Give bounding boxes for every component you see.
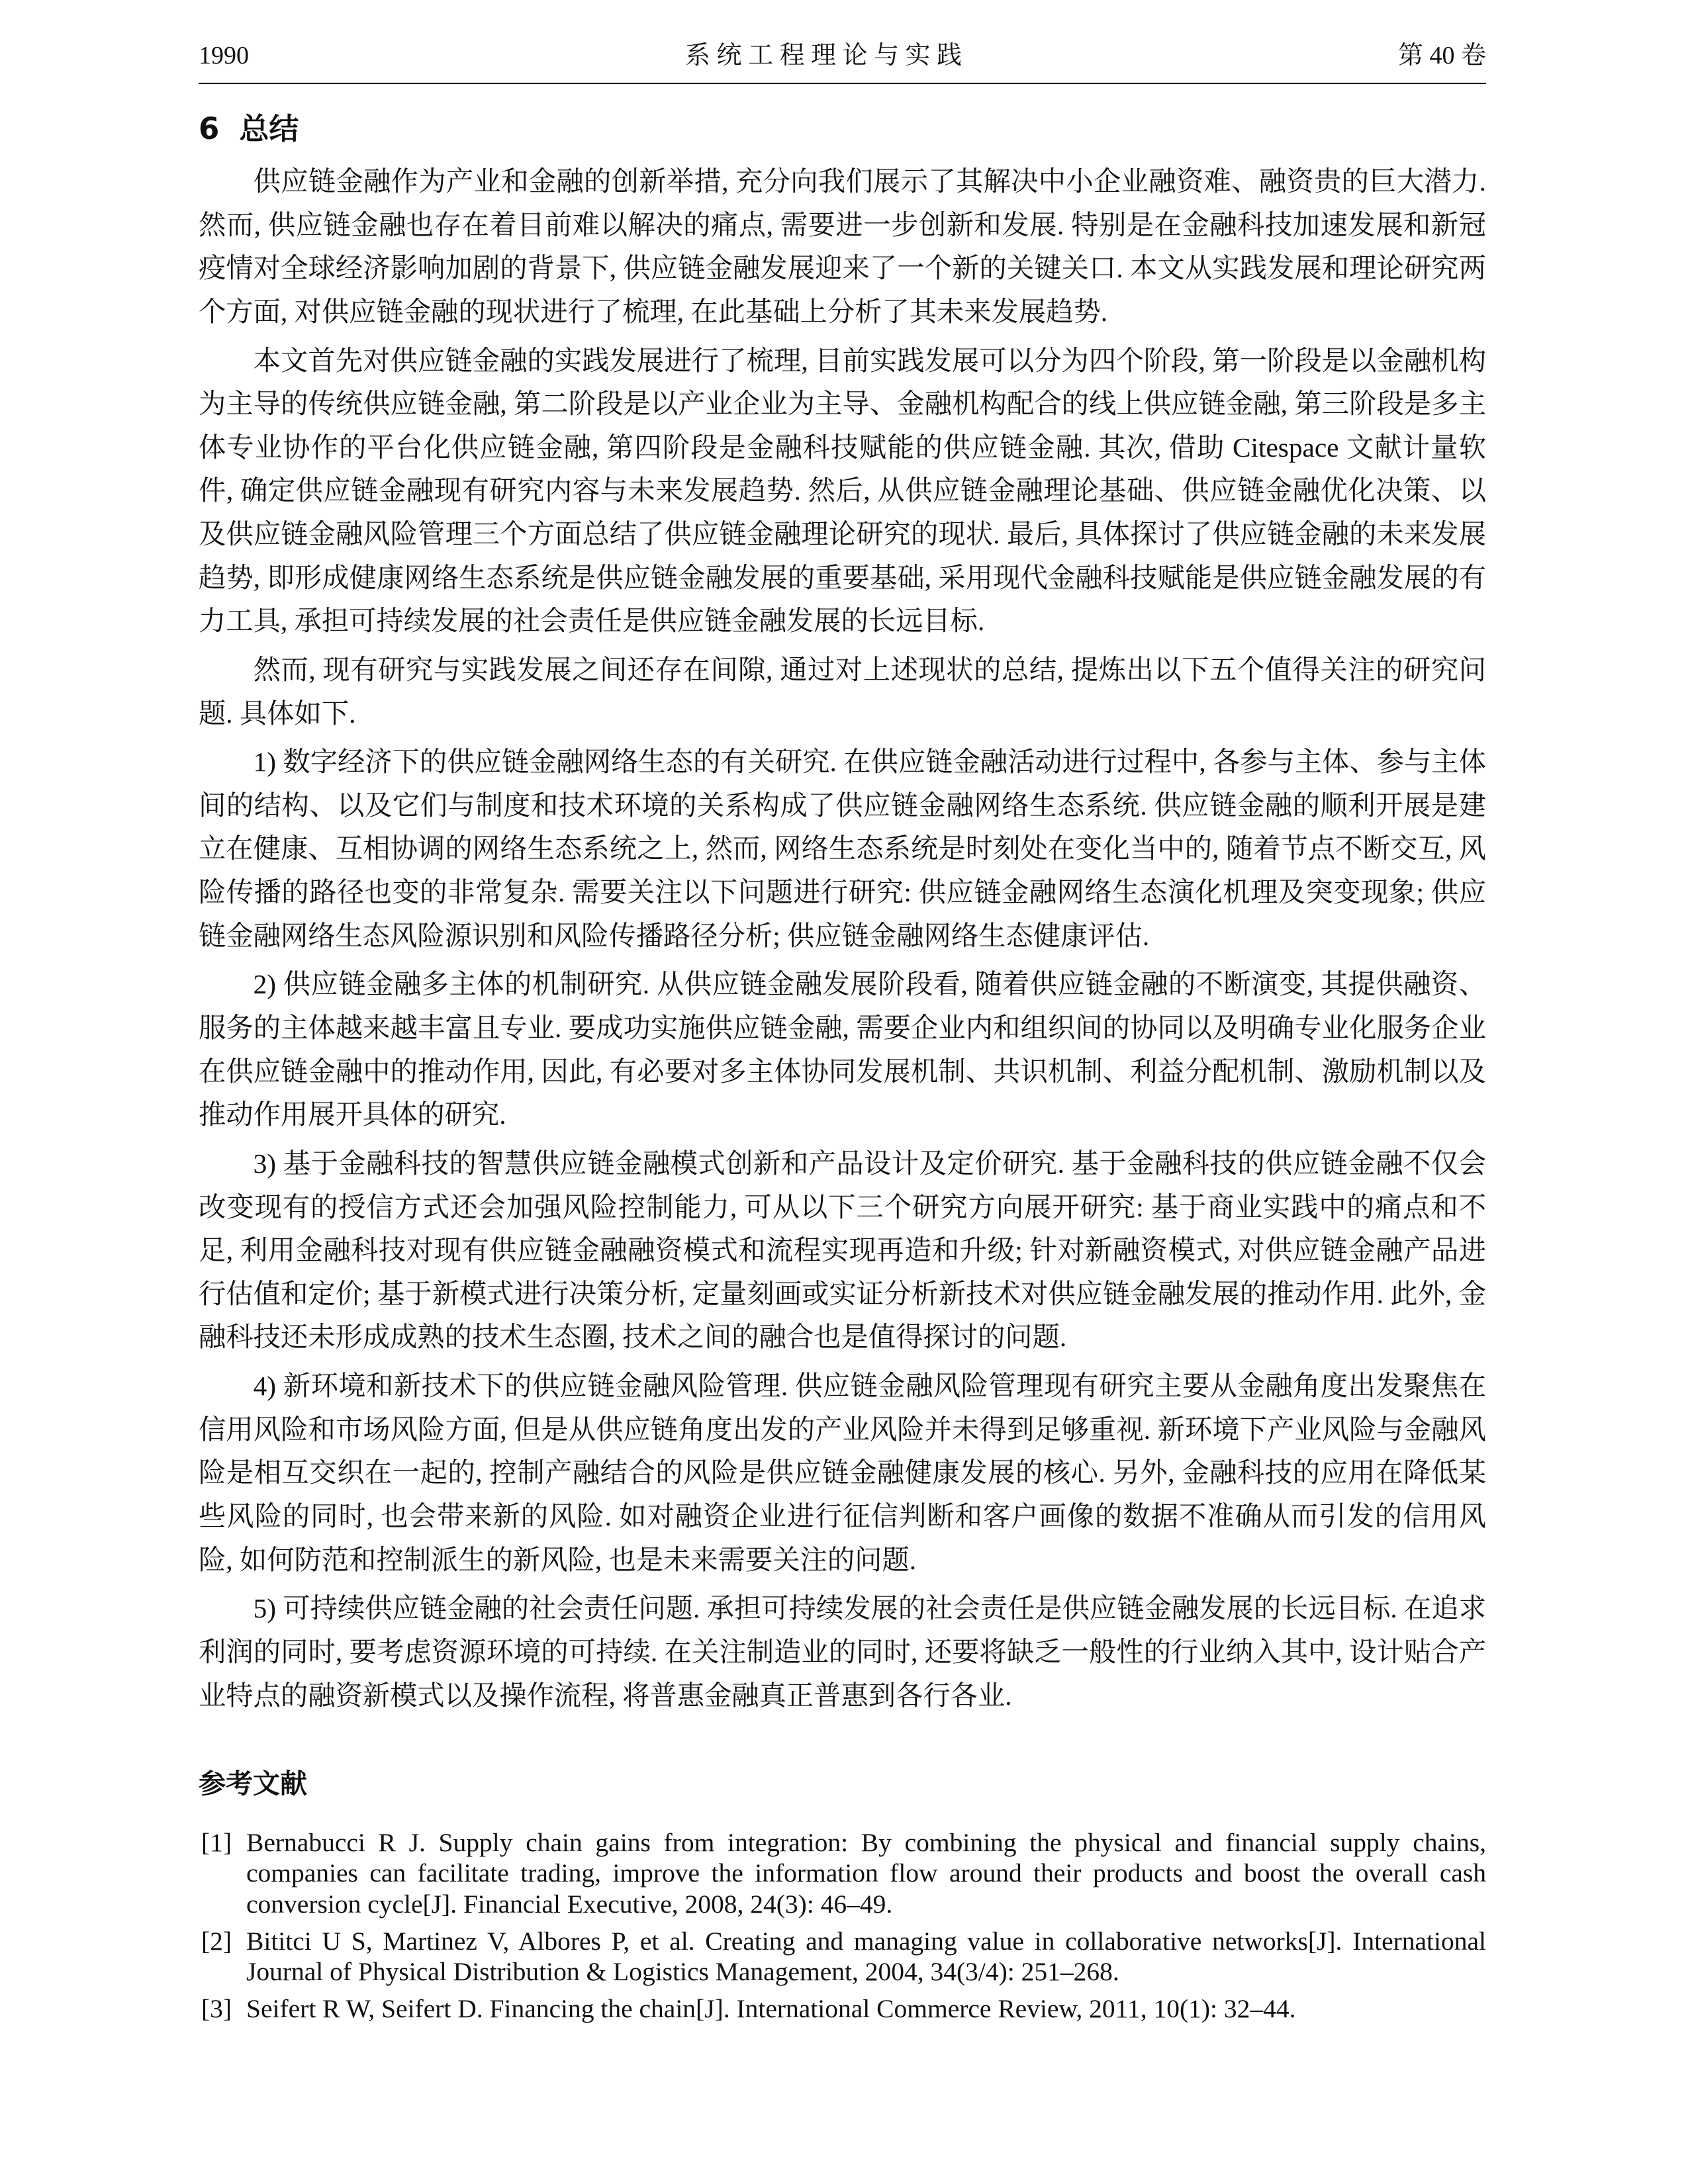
reference-item-2 [199,1926,1486,1987]
reference-label: [1] [201,1828,232,1858]
reference-list [199,1827,1486,2024]
section-heading [199,109,1486,149]
reference-text: Bernabucci R J. Supply chain gains from integration: By combining the physical and financial supply chains, companies can facilitate trading, improve the information flow around their products and boost the overall cash conversion cycle[J]. Financial Executive, 2008, 24(3): 46–49. [246,1828,1486,1919]
body-paragraph-4: 1) 数字经济下的供应链金融网络生态的有关研究. 在供应链金融活动进行过程中, 各参与主体、参与主体间的结构、以及它们与制度和技术环境的关系构成了供应链金融网络生态系统. 供应链金融的顺利开展是建立在健康、互相协调的网络生态系统之上, 然而, 网络生态系统是时刻处在变化当中的, 随着节点不断交互, 风险传播的路径也变的非常复杂. 需要关注以下问题进行研究: 供应链金融网络生态演化机理及突变现象; 供应链金融网络生态风险源识别和风险传播路径分析; 供应链金融网络生态健康评估. [199,747,1486,951]
reference-item-3 [199,1993,1486,2024]
references-heading: 参考文献 [199,1768,307,1800]
body-paragraph-7: 4) 新环境和新技术下的供应链金融风险管理. 供应链金融风险管理现有研究主要从金融角度出发聚焦在信用风险和市场风险方面, 但是从供应链角度出发的产业风险并未得到足够重视. 新环境下产业风险与金融风险是相互交织在一起的, 控制产融结合的风险是供应链金融健康发展的核心. 另外, 金融科技的应用在降低某些风险的同时, 也会带来新的风险. 如对融资企业进行征信判断和客户画像的数据不准确从而引发的信用风险, 如何防范和控制派生的新风险, 也是未来需要关注的问题. [199,1371,1486,1575]
reference-text: Seifert R W, Seifert D. Financing the chain[J]. International Commerce Review, 2011, 10(1): 32–44. [246,1994,1296,2024]
header-rule [199,83,1486,84]
section-number: 6 [199,111,220,146]
body-paragraph-8: 5) 可持续供应链金融的社会责任问题. 承担可持续发展的社会责任是供应链金融发展的长远目标. 在追求利润的同时, 要考虑资源环境的可持续. 在关注制造业的同时, 还要将缺乏一般性的行业纳入其中, 设计贴合产业特点的融资新模式以及操作流程, 将普惠金融真正普惠到各行各业. [199,1593,1486,1711]
body-paragraph-6: 3) 基于金融科技的智慧供应链金融模式创新和产品设计及定价研究. 基于金融科技的供应链金融不仅会改变现有的授信方式还会加强风险控制能力, 可从以下三个研究方向展开研究: 基于商业实践中的痛点和不足, 利用金融科技对现有供应链金融融资模式和流程实现再造和升级; 针对新融资模式, 对供应链金融产品进行估值和定价; 基于新模式进行决策分析, 定量刻画或实证分析新技术对供应链金融发展的推动作用. 此外, 金融科技还未形成成熟的技术生态圈, 技术之间的融合也是值得探讨的问题. [199,1148,1486,1353]
header-journal-title: 系统工程理论与实践 [684,42,968,69]
reference-label: [3] [201,1994,232,2024]
section-title: 总结 [239,111,299,146]
section-body [199,160,1486,1717]
reference-label: [2] [201,1926,232,1956]
reference-item-1 [199,1827,1486,1919]
body-paragraph-5: 2) 供应链金融多主体的机制研究. 从供应链金融发展阶段看, 随着供应链金融的不断演变, 其提供融资、服务的主体越来越丰富且专业. 要成功实施供应链金融, 需要企业内和组织间的协同以及明确专业化服务企业在供应链金融中的推动作用, 因此, 有必要对多主体协同发展机制、共识机制、利益分配机制、激励机制以及推动作用展开具体的研究. [199,969,1486,1130]
main-column [199,109,1486,2024]
header-volume: 第 40 卷 [1397,42,1486,69]
body-paragraph-1: 供应链金融作为产业和金融的创新举措, 充分向我们展示了其解决中小企业融资难、融资贵的巨大潜力. 然而, 供应链金融也存在着目前难以解决的痛点, 需要进一步创新和发展. 特别是在金融科技加速发展和新冠疫情对全球经济影响加剧的背景下, 供应链金融发展迎来了一个新的关键关口. 本文从实践发展和理论研究两个方面, 对供应链金融的现状进行了梳理, 在此基础上分析了其未来发展趋势. [199,166,1486,327]
body-paragraph-2: 本文首先对供应链金融的实践发展进行了梳理, 目前实践发展可以分为四个阶段, 第一阶段是以金融机构为主导的传统供应链金融, 第二阶段是以产业企业为主导、金融机构配合的线上供应链金融, 第三阶段是多主体专业协作的平台化供应链金融, 第四阶段是金融科技赋能的供应链金融. 其次, 借助 Citespace 文献计量软件, 确定供应链金融现有研究内容与未来发展趋势. 然后, 从供应链金融理论基础、供应链金融优化决策、以及供应链金融风险管理三个方面总结了供应链金融理论研究的现状. 最后, 具体探讨了供应链金融的未来发展趋势, 即形成健康网络生态系统是供应链金融发展的重要基础, 采用现代金融科技赋能是供应链金融发展的有力工具, 承担可持续发展的社会责任是供应链金融发展的长远目标. [199,345,1486,637]
reference-text: Bititci U S, Martinez V, Albores P, et al. Creating and managing value in collaborative networks[J]. International Journal of Physical Distribution & Logistics Management, 2004, 34(3/4): 251–268. [246,1926,1486,1986]
running-header [199,40,1486,71]
body-paragraph-3: 然而, 现有研究与实践发展之间还存在间隙, 通过对上述现状的总结, 提炼出以下五个值得关注的研究问题. 具体如下. [199,654,1486,729]
header-page-number: 1990 [199,42,249,69]
